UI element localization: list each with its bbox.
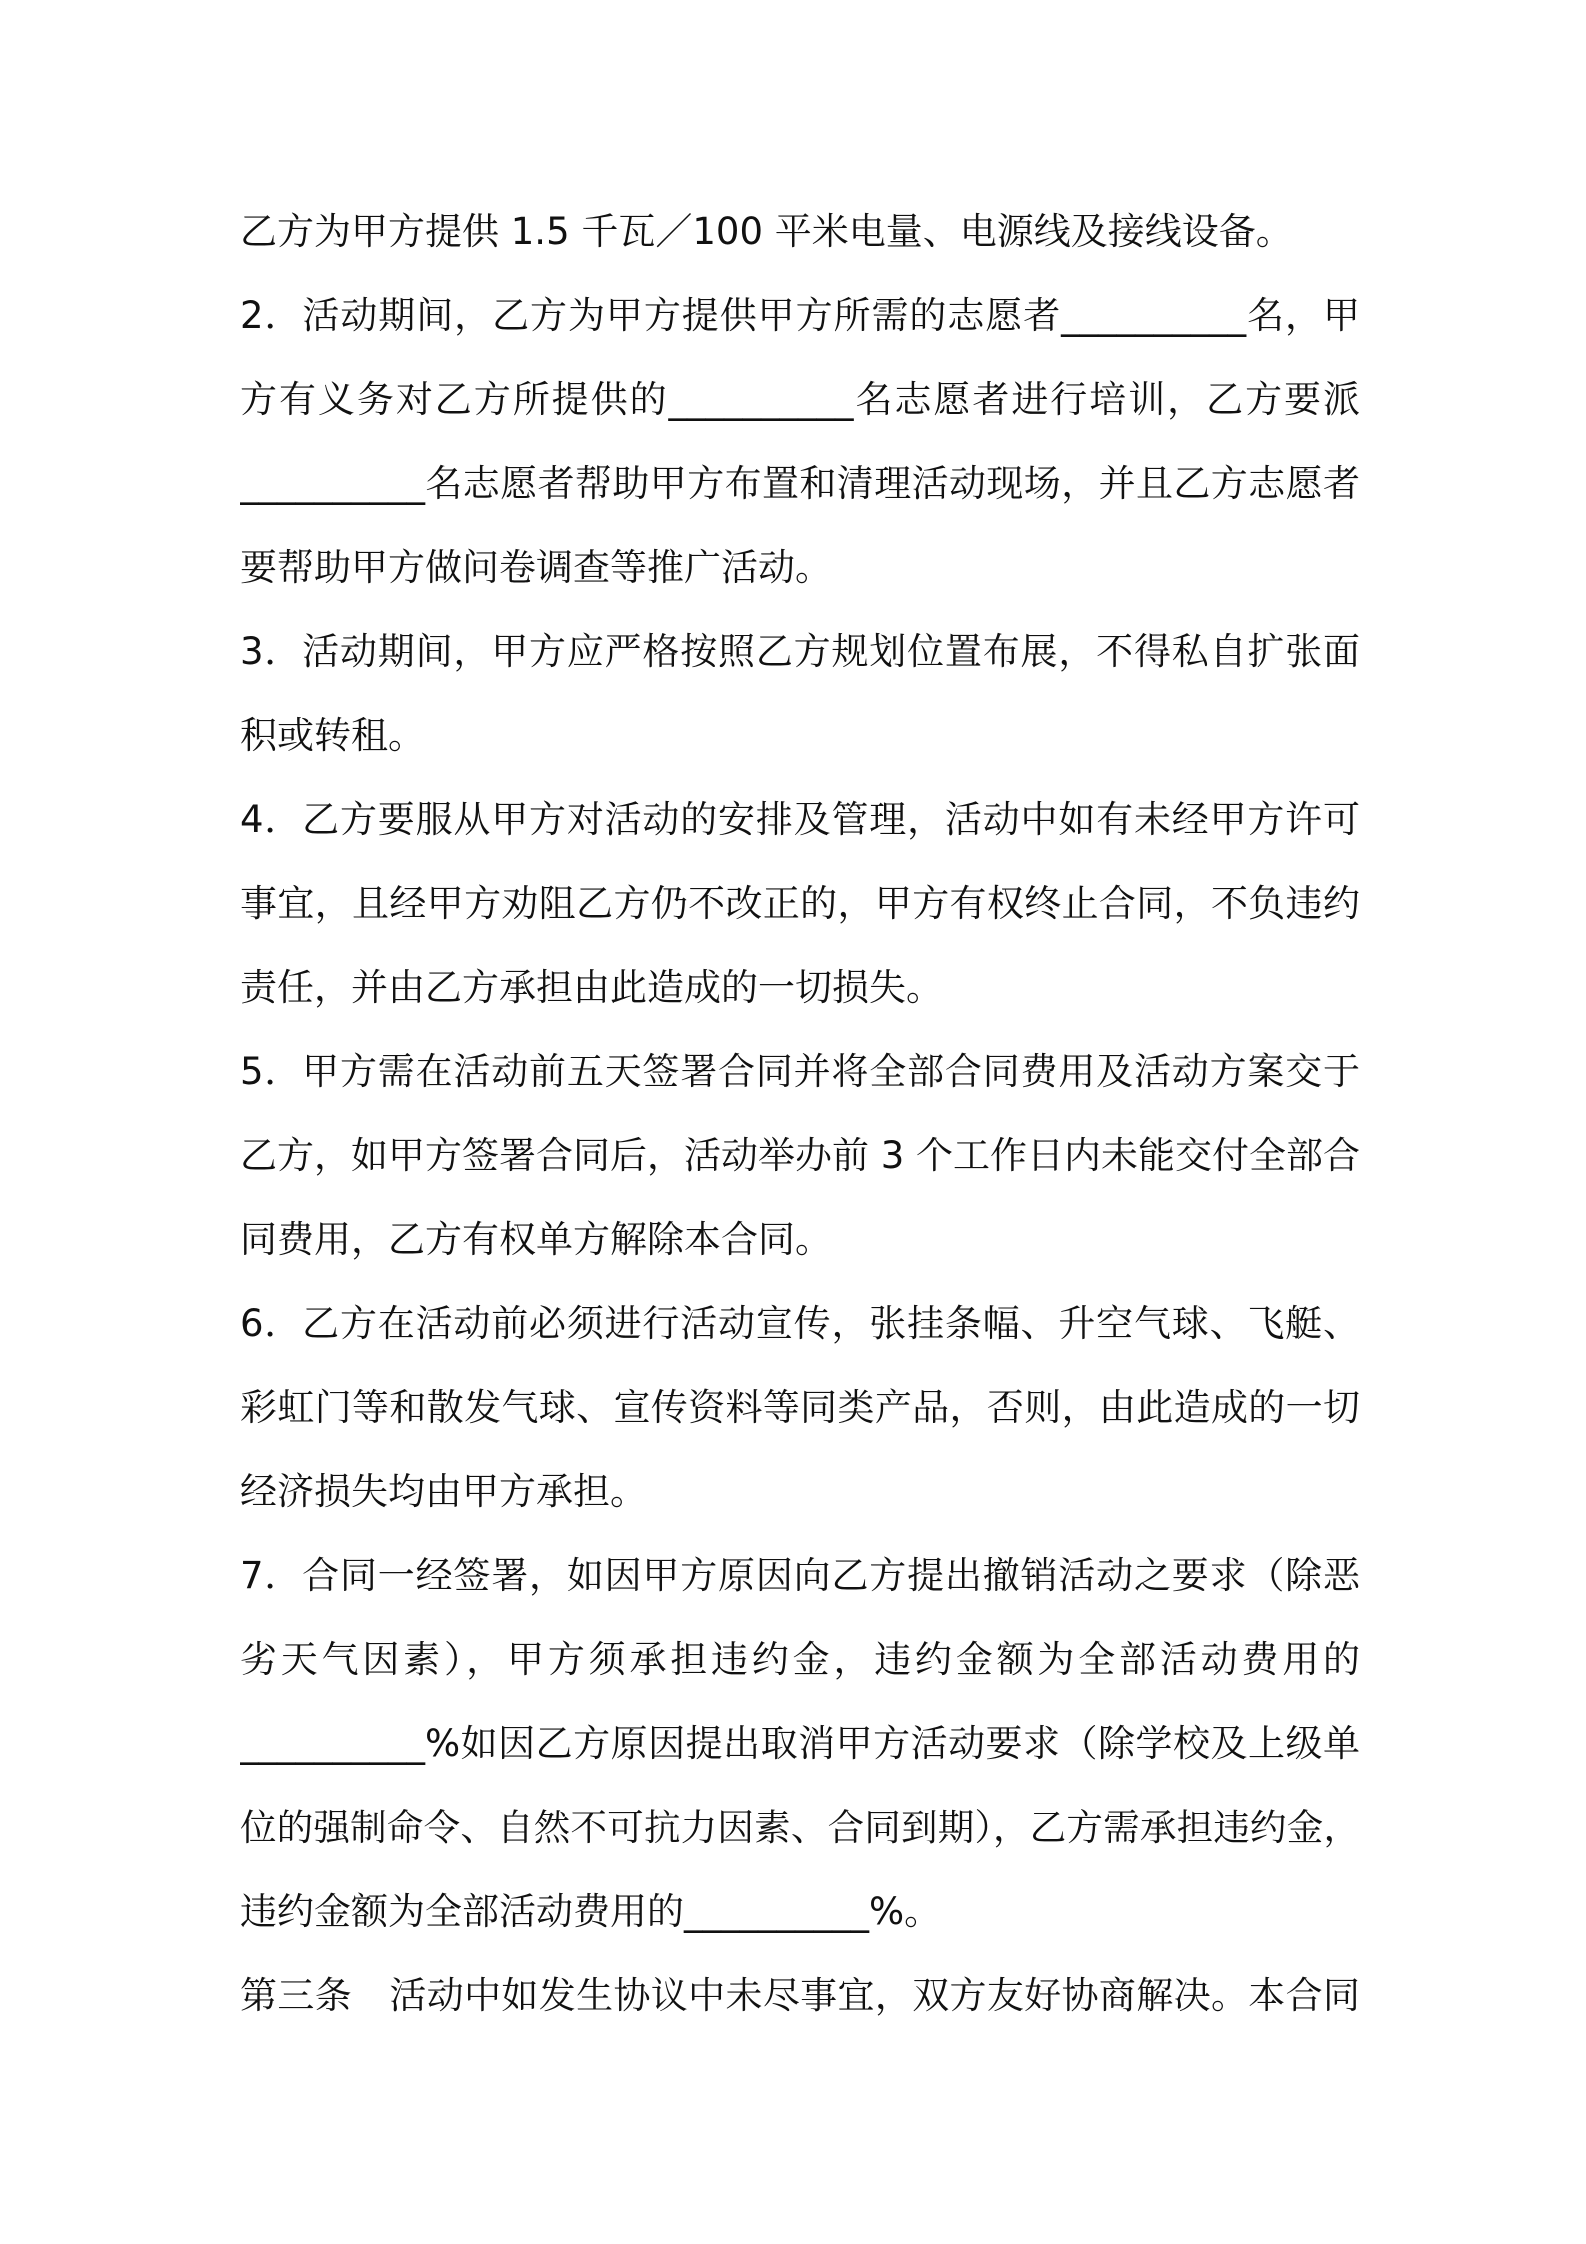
- text-line: 同费用，乙方有权单方解除本合同。: [240, 1218, 832, 1261]
- text-line: 5．甲方需在活动前五天签署合同并将全部合同费用及活动方案交于: [240, 1050, 1360, 1093]
- text-line: 事宜，且经甲方劝阻乙方仍不改正的，甲方有权终止合同，不负违约: [240, 882, 1360, 925]
- text-line: 位的强制命令、自然不可抗力因素、合同到期），乙方需承担违约金，: [240, 1806, 1360, 1849]
- text-line: 乙方，如甲方签署合同后，活动举办前 3 个工作日内未能交付全部合: [240, 1134, 1360, 1177]
- text-line: __________%如因乙方原因提出取消甲方活动要求（除学校及上级单: [240, 1722, 1360, 1765]
- text-line: 3．活动期间，甲方应严格按照乙方规划位置布展，不得私自扩张面: [240, 630, 1360, 673]
- text-line: 2．活动期间，乙方为甲方提供甲方所需的志愿者__________名，甲: [240, 294, 1360, 337]
- text-line: 要帮助甲方做问卷调查等推广活动。: [240, 546, 832, 589]
- text-line: 劣天气因素），甲方须承担违约金，违约金额为全部活动费用的: [240, 1638, 1360, 1681]
- text-line: __________名志愿者帮助甲方布置和清理活动现场，并且乙方志愿者: [240, 462, 1360, 505]
- text-line: 责任，并由乙方承担由此造成的一切损失。: [240, 966, 943, 1009]
- section-heading-line: 第三条 活动中如发生协议中未尽事宜，双方友好协商解决。本合同: [240, 1974, 1360, 2017]
- text-line: 乙方为甲方提供 1.5 千瓦／100 平米电量、电源线及接线设备。: [240, 210, 1293, 253]
- text-line: 4．乙方要服从甲方对活动的安排及管理，活动中如有未经甲方许可: [240, 798, 1360, 841]
- text-line: 经济损失均由甲方承担。: [240, 1470, 647, 1513]
- text-line: 彩虹门等和散发气球、宣传资料等同类产品，否则，由此造成的一切: [240, 1386, 1360, 1429]
- text-line: 方有义务对乙方所提供的__________名志愿者进行培训，乙方要派: [240, 378, 1360, 421]
- text-line: 6．乙方在活动前必须进行活动宣传，张挂条幅、升空气球、飞艇、: [240, 1302, 1360, 1345]
- text-line: 积或转租。: [240, 714, 425, 757]
- text-line: 违约金额为全部活动费用的__________%。: [240, 1890, 942, 1933]
- text-line: 7．合同一经签署，如因甲方原因向乙方提出撤销活动之要求（除恶: [240, 1554, 1360, 1597]
